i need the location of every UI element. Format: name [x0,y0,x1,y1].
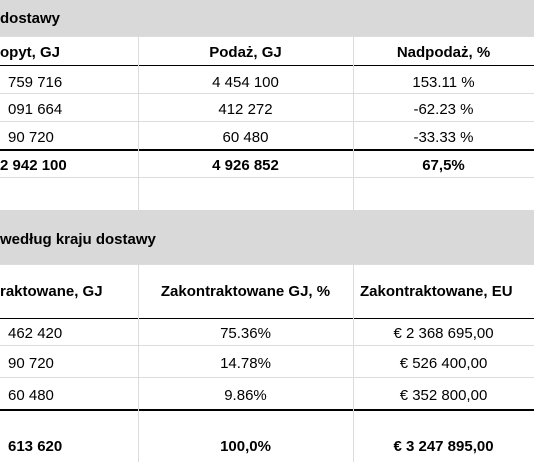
divider [0,36,534,37]
s2-r3-contracted-eur: € 352 800,00 [399,387,488,404]
s1-r2-supply: 412 272 [218,101,273,118]
s2-r2-contracted-gj: 90 720 [8,355,54,372]
s2-r2-contracted-pct: 14.78% [220,355,271,372]
total-divider [0,149,534,151]
section1-title-band [0,0,534,36]
s1-total-supply: 4 926 852 [212,157,279,174]
s1-header-supply: Podaż, GJ [209,44,282,61]
s1-r1-supply: 4 454 100 [212,74,279,91]
s1-total-demand: 2 942 100 [0,157,67,174]
s1-r2-oversupply: -62.23 % [413,101,474,118]
header-divider [0,65,534,66]
s2-total-contracted-pct: 100,0% [220,438,271,455]
row-divider [0,345,534,346]
s2-r2-contracted-eur: € 526 400,00 [399,355,488,372]
s1-r1-demand: 759 716 [8,74,63,91]
s2-total-contracted-eur: € 3 247 895,00 [393,438,494,455]
s1-r3-supply: 60 480 [222,129,269,146]
row-divider [0,121,534,122]
s1-r1-oversupply: 153.11 % [412,74,475,91]
s1-r3-demand: 90 720 [8,129,54,146]
row-divider [0,93,534,94]
s2-r1-contracted-pct: 75.36% [220,325,271,342]
header-divider [0,318,534,319]
s1-header-oversupply: Nadpodaż, % [396,44,491,61]
s2-header-contracted-pct: Zakontraktowane GJ, % [160,283,331,300]
s2-header-contracted-eur: Zakontraktowane, EU [360,283,513,300]
s2-r1-contracted-eur: € 2 368 695,00 [393,325,494,342]
s2-r3-contracted-gj: 60 480 [8,387,54,404]
s2-total-contracted-gj: 613 620 [8,438,63,455]
s2-r3-contracted-pct: 9.86% [224,387,267,404]
s2-r1-contracted-gj: 462 420 [8,325,63,342]
row-divider [0,377,534,378]
total-divider [0,409,534,411]
section1-title: dostawy [0,10,61,27]
s1-total-oversupply: 67,5% [422,157,465,174]
row-divider [0,177,534,178]
section2-title: według kraju dostawy [0,231,156,248]
s1-header-demand: opyt, GJ [0,44,61,61]
s2-header-contracted-gj: raktowane, GJ [0,283,103,300]
grid-column-line [138,36,139,210]
s1-r3-oversupply: -33.33 % [413,129,474,146]
grid-column-line [353,36,354,210]
grid-column-line [138,264,139,462]
grid-column-line [353,264,354,462]
divider [0,264,534,265]
s1-r2-demand: 091 664 [8,101,63,118]
